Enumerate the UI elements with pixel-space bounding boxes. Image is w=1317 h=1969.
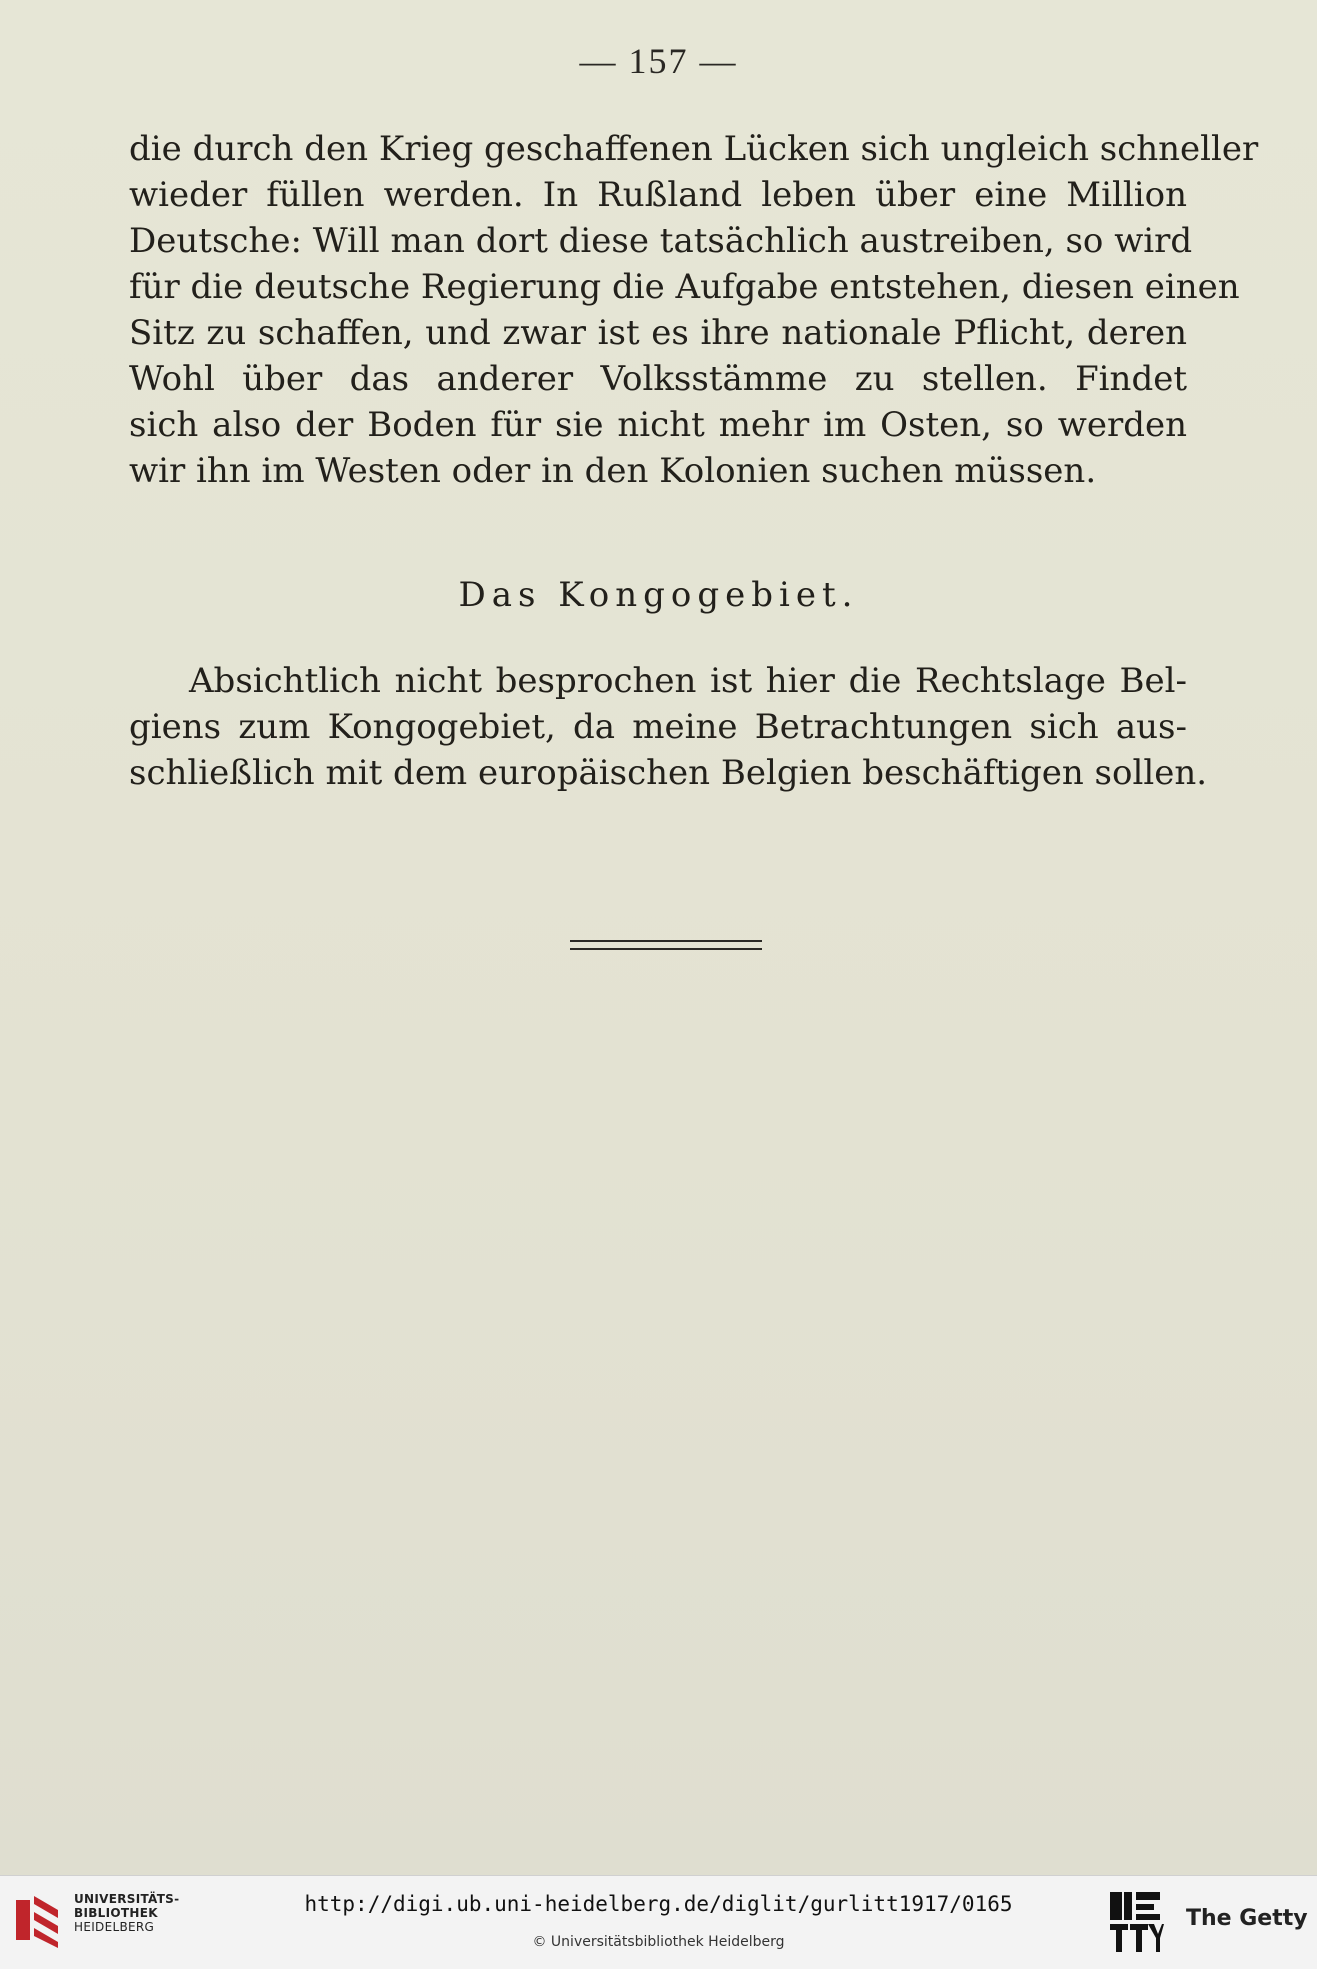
text-line: wir ihn im Westen oder in den Kolonien suchen müssen. [129, 451, 1097, 491]
partner-name: The Getty [1186, 1906, 1308, 1931]
page-number: — 157 — [579, 41, 738, 81]
text-line: wieder füllen werden. In Rußland leben über eine Million [129, 175, 1187, 215]
copyright-notice: © Universitätsbibliothek Heidelberg [532, 1934, 785, 1950]
footer-bar [0, 1875, 1317, 1969]
double-rule-bottom [570, 948, 762, 950]
text-line: Sitz zu schaffen, und zwar ist es ihre nationale Pflicht, deren [129, 313, 1187, 353]
library-name-line: BIBLIOTHEK [74, 1906, 158, 1920]
text-line: Wohl über das anderer Volksstämme zu stellen. Findet [129, 359, 1187, 399]
library-name-line: UNIVERSITÄTS- [74, 1892, 180, 1906]
permalink-url[interactable]: http://digi.ub.uni-heidelberg.de/diglit/gurlitt1917/0165 [304, 1892, 1013, 1916]
text-line: sich also der Boden für sie nicht mehr im Osten, so werden [129, 405, 1187, 445]
library-name-line: HEIDELBERG [74, 1920, 155, 1934]
text-line: Absichtlich nicht besprochen ist hier die Rechtslage Bel- [189, 661, 1187, 701]
text-line: für die deutsche Regierung die Aufgabe entstehen, diesen einen [129, 267, 1240, 307]
getty-logo-icon [1108, 1890, 1164, 1954]
text-line: die durch den Krieg geschaffenen Lücken sich ungleich schneller [129, 129, 1259, 169]
paragraph-2 [129, 658, 1208, 796]
section-heading: Das Kongogebiet. [458, 575, 859, 615]
text-line: Deutsche: Will man dort diese tatsächlich austreiben, so wird [129, 221, 1193, 261]
text-line: schließlich mit dem europäischen Belgien beschäftigen sollen. [129, 753, 1208, 793]
double-rule-top [570, 940, 762, 942]
text-line: giens zum Kongogebiet, da meine Betrachtungen sich aus- [129, 707, 1187, 747]
paragraph-1 [129, 126, 1259, 494]
